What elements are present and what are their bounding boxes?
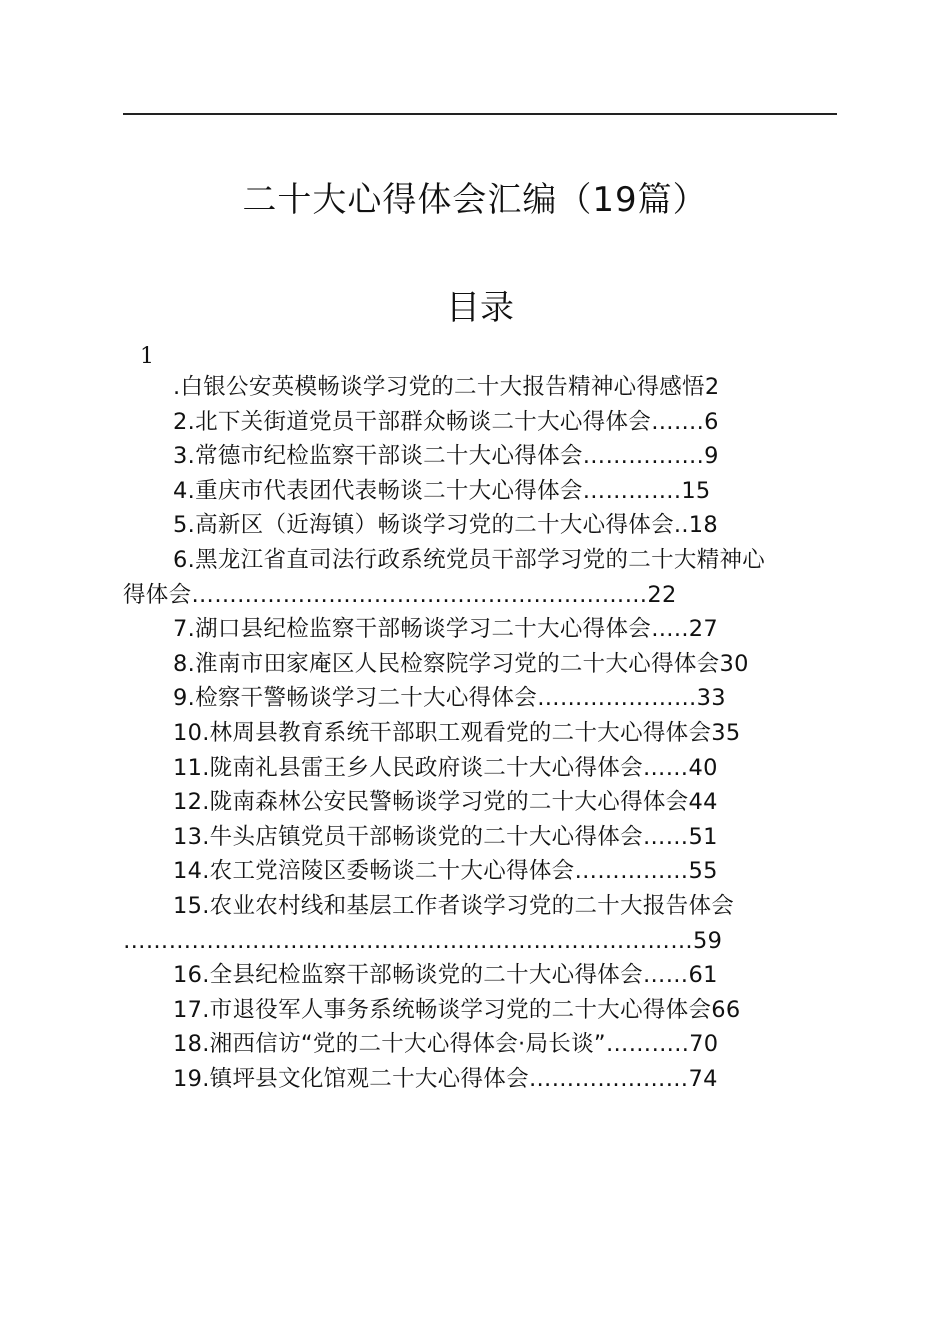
toc-line[interactable]: 10.林周县教育系统干部职工观看党的二十大心得体会35: [173, 719, 741, 746]
document-title: 二十大心得体会汇编（19篇）: [242, 180, 708, 220]
toc-line[interactable]: 9.检察干警畅谈学习二十大心得体会…………………33: [173, 685, 726, 712]
toc-line[interactable]: .白银公安英模畅谈学习党的二十大报告精神心得感悟2: [173, 374, 720, 400]
header-rule: [123, 113, 837, 115]
toc-list: [123, 370, 837, 1096]
toc-line[interactable]: 16.全县纪检监察干部畅谈党的二十大心得体会……61: [173, 962, 718, 989]
toc-line[interactable]: 19.镇坪县文化馆观二十大心得体会…………………74: [173, 1065, 718, 1092]
toc-line[interactable]: 4.重庆市代表团代表畅谈二十大心得体会………….15: [173, 477, 711, 504]
toc-line[interactable]: 5.高新区（近海镇）畅谈学习党的二十大心得体会..18: [173, 512, 719, 539]
toc-line[interactable]: 3.常德市纪检监察干部谈二十大心得体会…………….9: [173, 443, 719, 470]
toc-line[interactable]: 18.湘西信访“党的二十大心得体会·局长谈”………..70: [173, 1031, 719, 1058]
toc-stray-number: 1: [140, 344, 154, 369]
toc-line[interactable]: 17.市退役军人事务系统畅谈学习党的二十大心得体会66: [173, 996, 741, 1023]
toc-line[interactable]: …………………………………………………………………59: [123, 927, 723, 954]
toc-line[interactable]: 12.陇南森林公安民警畅谈学习党的二十大心得体会44: [173, 789, 718, 816]
toc-line[interactable]: 8.淮南市田家庵区人民检察院学习党的二十大心得体会30: [173, 650, 749, 677]
toc-line[interactable]: 14.农工党涪陵区委畅谈二十大心得体会……………55: [173, 858, 718, 885]
toc-line[interactable]: 15.农业农村线和基层工作者谈学习党的二十大报告体会: [173, 892, 735, 919]
toc-line[interactable]: 6.黑龙江省直司法行政系统党员干部学习党的二十大精神心: [173, 546, 766, 573]
toc-line[interactable]: 2.北下关街道党员干部群众畅谈二十大心得体会…….6: [173, 408, 719, 435]
toc-line[interactable]: 7.湖口县纪检监察干部畅谈学习二十大心得体会…..27: [173, 616, 719, 643]
toc-line[interactable]: 13.牛头店镇党员干部畅谈党的二十大心得体会……51: [173, 823, 718, 850]
toc-line[interactable]: 11.陇南礼县雷王乡人民政府谈二十大心得体会……40: [173, 754, 718, 781]
toc-line[interactable]: 得体会……………………………………………………22: [123, 581, 677, 608]
toc-heading: 目录: [446, 288, 514, 328]
